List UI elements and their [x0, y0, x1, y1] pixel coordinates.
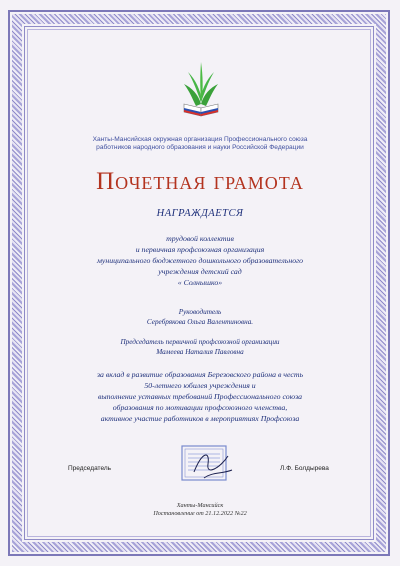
union-logo-icon [178, 58, 224, 120]
reason-line-4: образования по мотивации профсоюзного членства, [112, 403, 288, 412]
recipient-line-5: « Солнышко» [177, 278, 223, 287]
chair-name: Мамеева Наталия Павловна [156, 348, 244, 356]
stamp-icon [176, 442, 236, 488]
reason-line-5: активное участие работников в мероприятиях Профсоюза [100, 414, 300, 423]
certificate-title: Почетная грамота [96, 168, 304, 195]
recipient-line-1: трудовой коллектив [166, 234, 234, 243]
recipient-line-4: учреждения детский сад [158, 267, 242, 276]
reason-line-1: за вклад в развитие образования Березовского района в честь [96, 370, 304, 379]
signature-role: Председатель [68, 465, 112, 472]
recipient-line-3: муниципального бюджетного дошкольного образовательного [96, 256, 304, 265]
organization-line-2: работников народного образования и науки Российской Федерации [96, 144, 304, 151]
signature-name: Л.Ф. Болдырева [280, 465, 329, 472]
footer-city: Ханты-Мансийск [176, 502, 224, 509]
awards-heading: НАГРАЖДАЕТСЯ [156, 208, 244, 219]
chair-role: Председатель первичной профсоюзной организации [120, 338, 280, 346]
reason-line-2: 50-летнего юбилея учреждения и [144, 381, 256, 390]
head-role: Руководитель [178, 308, 222, 316]
reason-line-3: выполнение уставных требований Профессионального союза [97, 392, 303, 401]
footer-decree: Постановление от 21.12.2022 №22 [153, 510, 247, 517]
head-name: Серебрякова Ольга Валентиновна. [146, 318, 254, 326]
recipient-line-2: и первичная профсоюзная организация [135, 245, 265, 254]
organization-line-1: Ханты-Мансийская окружная организация Профессионального союза [92, 136, 308, 143]
